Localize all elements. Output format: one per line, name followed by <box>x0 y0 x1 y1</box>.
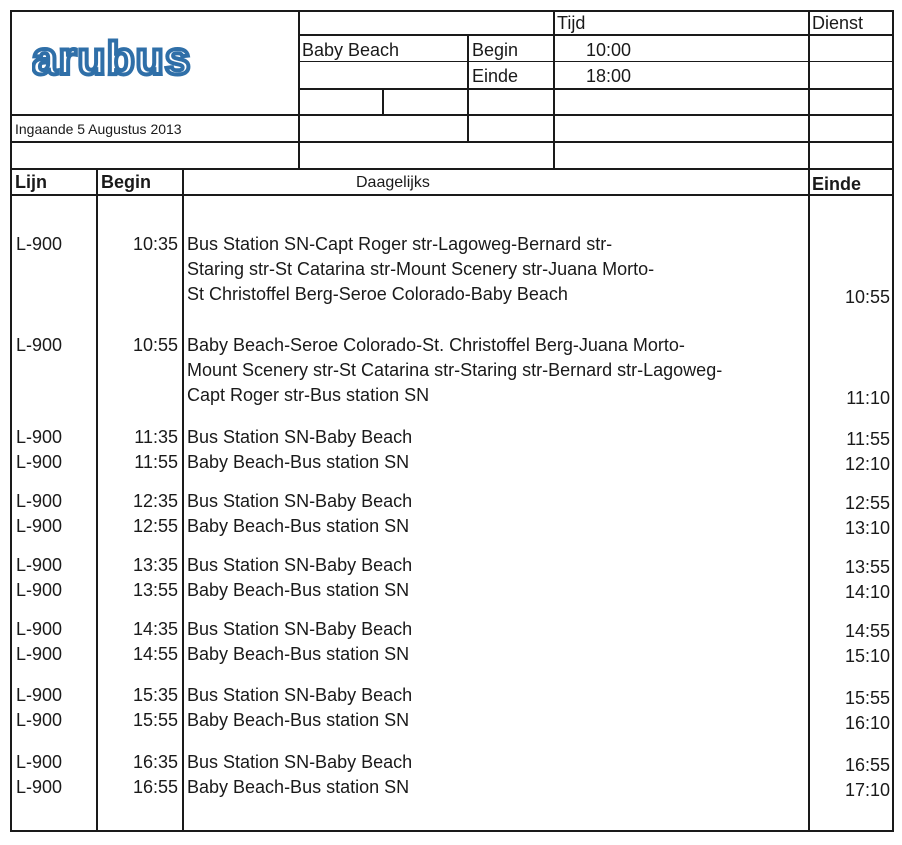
trip-lijn: L-900 <box>16 234 63 254</box>
route-name: Baby Beach <box>302 40 400 60</box>
trip-einde: 17:10 <box>844 780 890 800</box>
trip-route: Bus Station SN-Capt Roger str-Lagoweg-Bernard str- Staring str-St Catarina str-Mount Scenery str-Juana Morto- St Christoffel Berg-Seroe Colorado-Baby Beach <box>187 234 655 304</box>
header-row-line-2 <box>298 61 894 62</box>
header-vline-d <box>553 10 555 170</box>
trip-einde: 12:55 <box>844 493 890 513</box>
trip-lijn: L-900 <box>16 710 63 730</box>
trip-begin: 15:55 <box>132 710 178 730</box>
trip-lijn: L-900 <box>16 555 63 575</box>
column-header-underline <box>10 194 894 196</box>
einde-time: 18:00 <box>586 66 632 86</box>
trip-begin: 12:55 <box>132 516 178 536</box>
frame-left <box>10 10 12 832</box>
trip-lijn: L-900 <box>16 619 63 639</box>
trip-einde: 15:10 <box>844 646 890 666</box>
column-header-daily: Daagelijks <box>356 174 430 191</box>
header-row-line-1 <box>298 34 894 36</box>
trip-route: Bus Station SN-Baby Beach <box>187 752 413 772</box>
trip-begin: 14:55 <box>132 644 178 664</box>
trip-begin: 10:35 <box>132 234 178 254</box>
header-row-line-6 <box>10 168 894 170</box>
header-vline-a <box>298 10 300 170</box>
trip-einde: 10:55 <box>844 287 890 307</box>
header-row-line-5 <box>10 141 894 143</box>
trip-einde: 11:10 <box>846 388 890 408</box>
begin-time: 10:00 <box>586 40 632 60</box>
einde-label: Einde <box>472 66 519 86</box>
trip-route: Baby Beach-Bus station SN <box>187 452 410 472</box>
body-vline-einde <box>808 168 810 830</box>
trip-begin: 11:55 <box>134 452 178 472</box>
trip-lijn: L-900 <box>16 452 63 472</box>
trip-einde: 16:55 <box>844 755 890 775</box>
trip-einde: 14:55 <box>844 621 890 641</box>
body-vline-lijn <box>96 168 98 830</box>
tijd-label: Tijd <box>557 13 586 33</box>
trip-route: Bus Station SN-Baby Beach <box>187 619 413 639</box>
trip-route: Baby Beach-Bus station SN <box>187 710 410 730</box>
trip-route: Baby Beach-Bus station SN <box>187 644 410 664</box>
trip-begin: 16:55 <box>132 777 178 797</box>
body-vline-begin <box>182 168 184 830</box>
column-header-begin: Begin <box>101 172 152 192</box>
column-header-einde: Einde <box>812 174 862 194</box>
trip-route: Bus Station SN-Baby Beach <box>187 427 413 447</box>
trip-lijn: L-900 <box>16 335 63 355</box>
trip-begin: 13:55 <box>132 580 178 600</box>
trip-lijn: L-900 <box>16 580 63 600</box>
trip-lijn: L-900 <box>16 491 63 511</box>
trip-einde: 11:55 <box>846 429 890 449</box>
trip-route: Bus Station SN-Baby Beach <box>187 555 413 575</box>
trip-lijn: L-900 <box>16 752 63 772</box>
trip-begin: 15:35 <box>132 685 178 705</box>
frame-bottom <box>10 830 894 832</box>
trip-route: Baby Beach-Bus station SN <box>187 516 410 536</box>
dienst-label: Dienst <box>812 13 864 33</box>
column-header-lijn: Lijn <box>15 172 47 192</box>
trip-einde: 12:10 <box>844 454 890 474</box>
arubus-logo-text: arubus <box>32 38 192 82</box>
arubus-logo-art <box>32 38 242 82</box>
trip-route: Bus Station SN-Baby Beach <box>187 685 413 705</box>
frame-top <box>10 10 894 12</box>
trip-lijn: L-900 <box>16 777 63 797</box>
trip-route: Baby Beach-Bus station SN <box>187 777 410 797</box>
trip-lijn: L-900 <box>16 685 63 705</box>
header-vline-e <box>808 10 810 170</box>
trip-einde: 13:10 <box>844 518 890 538</box>
trip-route: Baby Beach-Seroe Colorado-St. Christoffel Berg-Juana Morto- Mount Scenery str-St Catarina str-Staring str-Bernard str-Lagoweg- Capt Roger str-Bus station SN <box>187 335 723 405</box>
header-row-line-3 <box>298 88 894 90</box>
trip-einde: 16:10 <box>844 713 890 733</box>
header-vline-b <box>382 88 384 115</box>
ingaande-date: Ingaande 5 Augustus 2013 <box>15 121 182 137</box>
header-vline-c <box>467 34 469 141</box>
trip-einde: 13:55 <box>844 557 890 577</box>
trip-begin: 10:55 <box>132 335 178 355</box>
trip-einde: 14:10 <box>844 582 890 602</box>
header-row-line-4 <box>10 114 894 116</box>
trip-lijn: L-900 <box>16 516 63 536</box>
frame-right <box>892 10 894 832</box>
trip-lijn: L-900 <box>16 644 63 664</box>
trip-begin: 14:35 <box>132 619 178 639</box>
trip-begin: 11:35 <box>134 427 178 447</box>
begin-label: Begin <box>472 40 519 60</box>
arubus-logo <box>32 38 242 87</box>
trip-lijn: L-900 <box>16 427 63 447</box>
trip-begin: 13:35 <box>132 555 178 575</box>
trip-einde: 15:55 <box>844 688 890 708</box>
trip-begin: 16:35 <box>132 752 178 772</box>
trip-begin: 12:35 <box>132 491 178 511</box>
trip-route: Bus Station SN-Baby Beach <box>187 491 413 511</box>
trip-route: Baby Beach-Bus station SN <box>187 580 410 600</box>
